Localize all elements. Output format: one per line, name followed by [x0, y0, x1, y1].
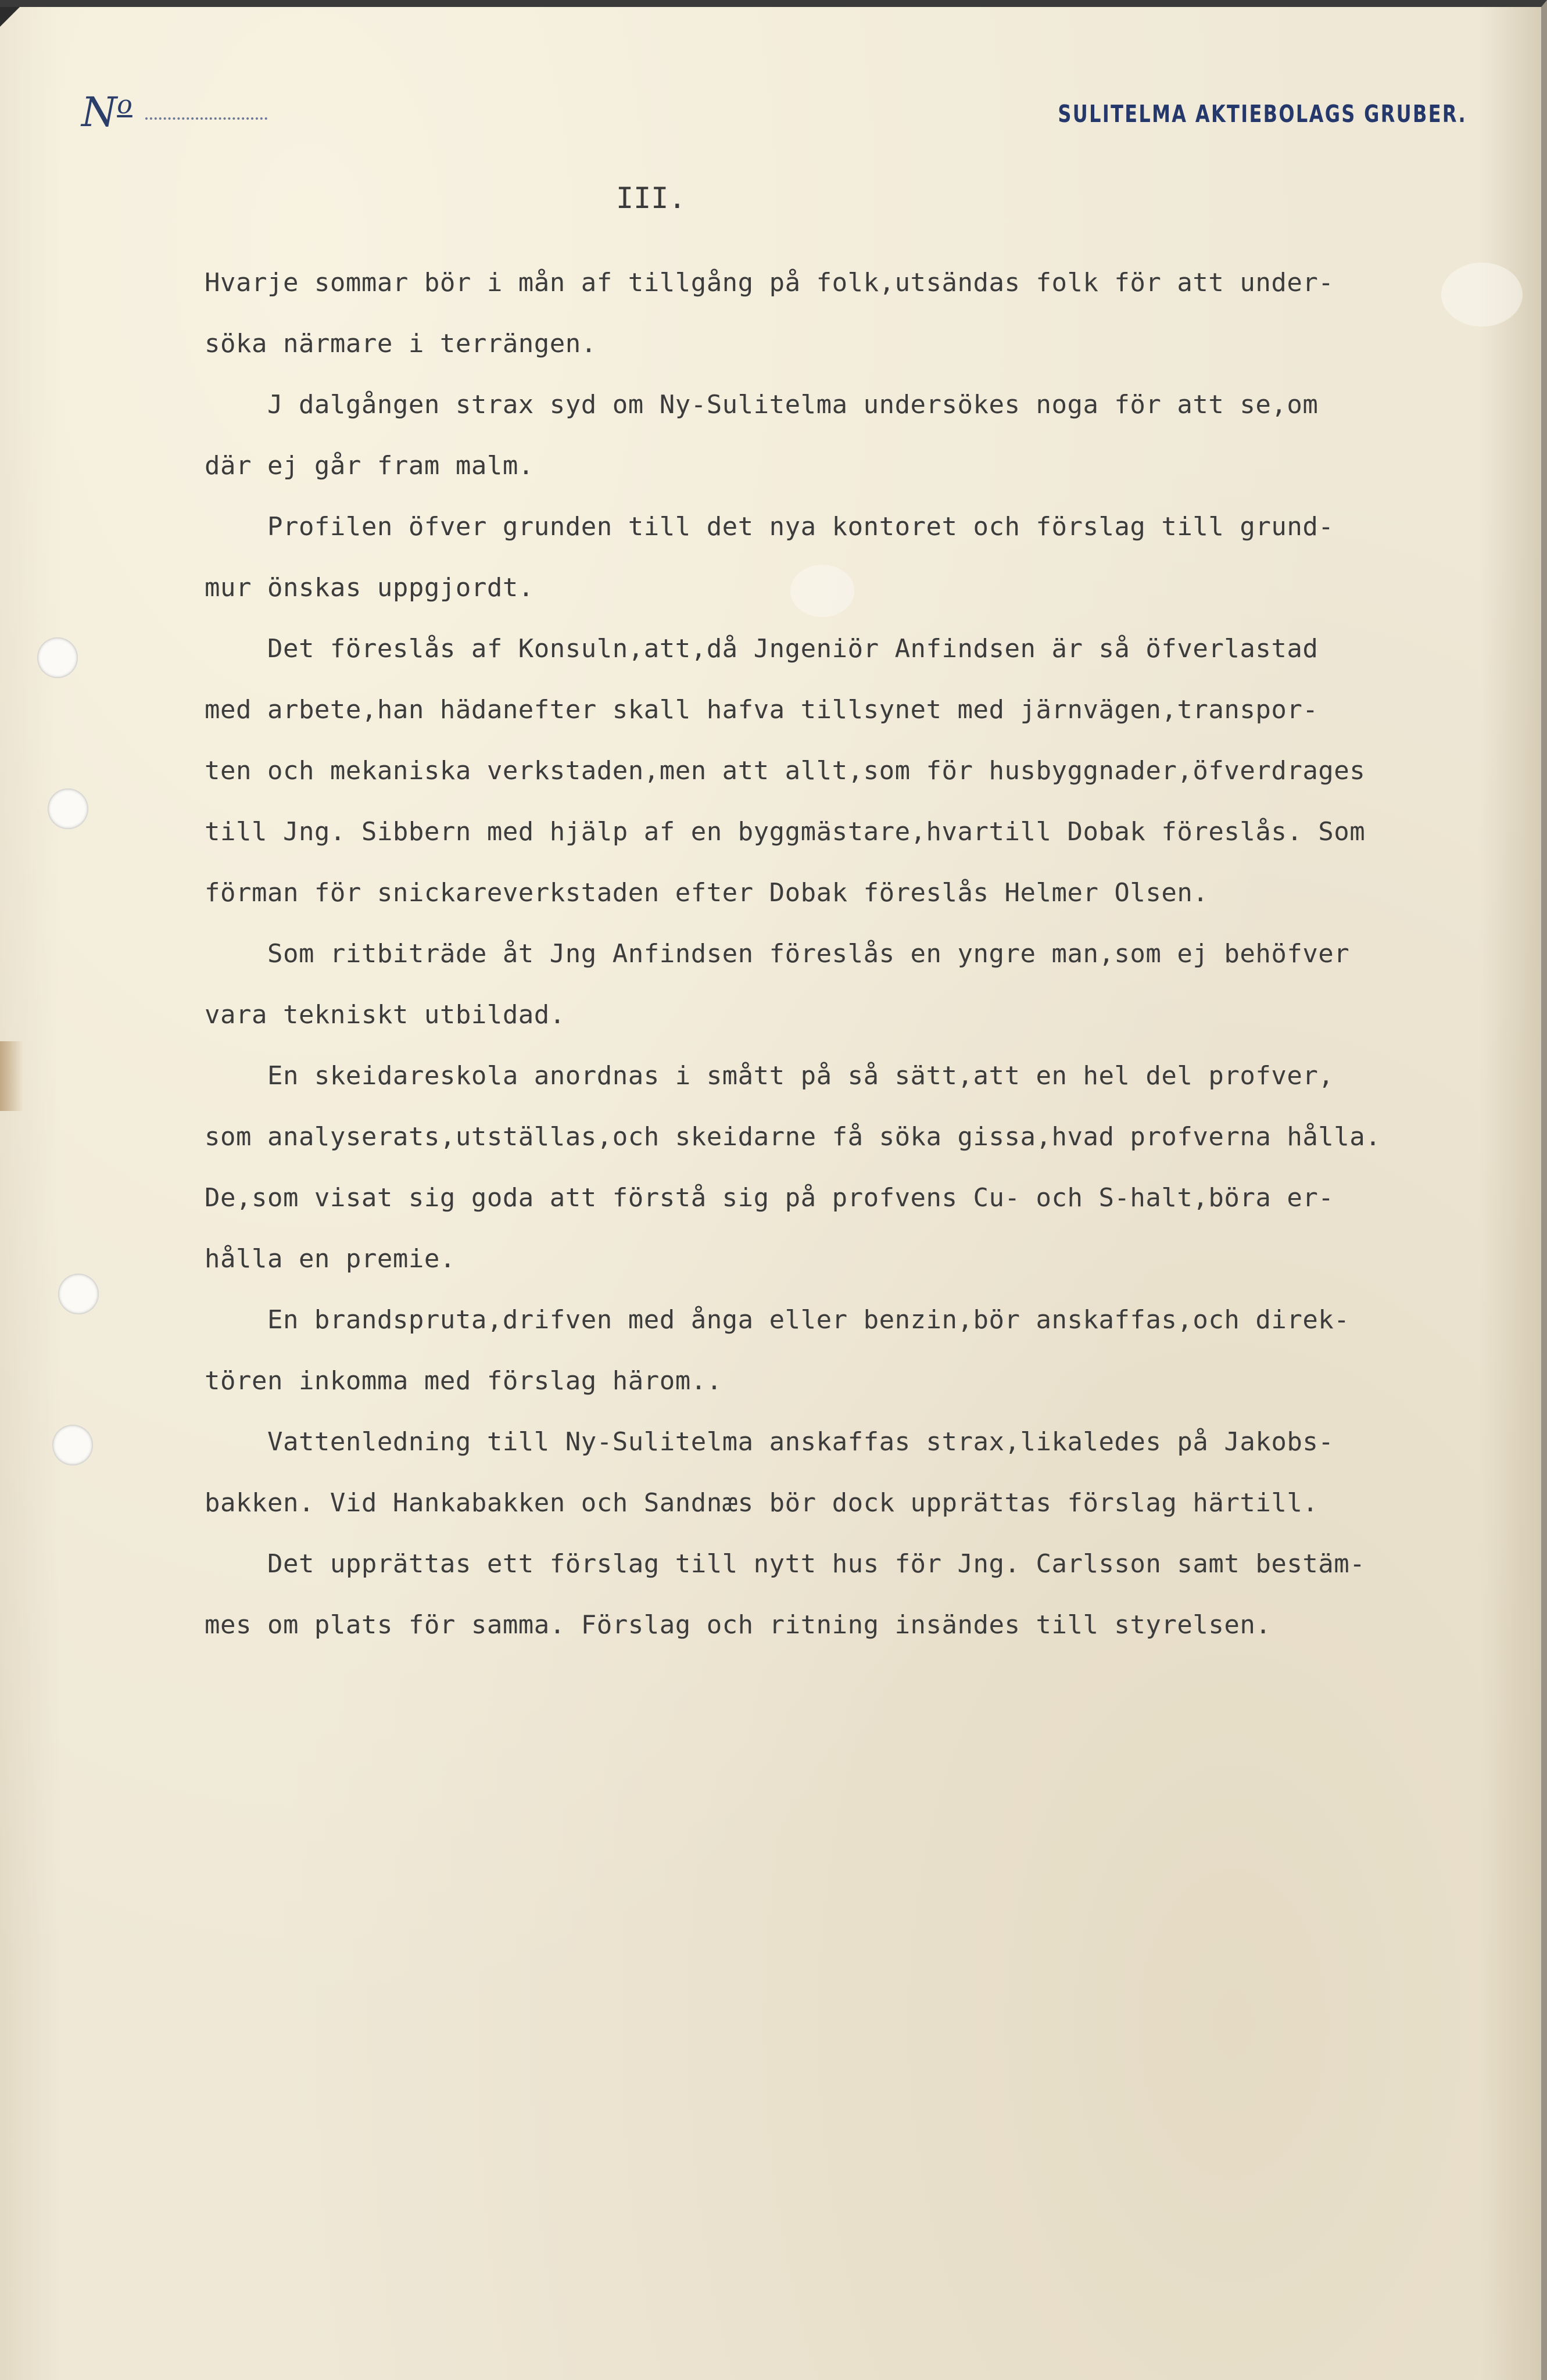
text-line: med arbete,han hädanefter skall hafva tillsynet med järnvägen,transpor-	[205, 695, 1319, 725]
number-dotted-line	[145, 117, 267, 120]
text-line: Vattenledning till Ny-Sulitelma anskaffas strax,likaledes på Jakobs-	[205, 1427, 1334, 1457]
section-number: III.	[616, 181, 686, 215]
text-line: söka närmare i terrängen.	[205, 329, 597, 359]
punch-hole-3	[58, 1274, 99, 1314]
text-line: Det upprättas ett förslag till nytt hus för Jng. Carlsson samt bestäm-	[205, 1549, 1366, 1579]
text-line: Hvarje sommar bör i mån af tillgång på folk,utsändas folk för att under-	[205, 268, 1334, 298]
edge-stain	[0, 1041, 23, 1111]
text-line: Profilen öfver grunden till det nya kontoret och förslag till grund-	[205, 512, 1334, 542]
punch-hole-4	[52, 1425, 93, 1465]
text-line: vara tekniskt utbildad.	[205, 1000, 565, 1030]
text-line: bakken. Vid Hankabakken och Sandnæs bör dock upprättas förslag härtill.	[205, 1488, 1319, 1518]
text-line: En skeidareskola anordnas i smått på så sätt,att en hel del profver,	[205, 1061, 1334, 1091]
text-line: som analyserats,utställas,och skeidarne få söka gissa,hvad profverna hålla.	[205, 1122, 1381, 1152]
text-line: Som ritbiträde åt Jng Anfindsen föreslås en yngre man,som ej behöfver	[205, 939, 1350, 969]
paper-spot	[1441, 263, 1523, 327]
torn-corner	[0, 7, 20, 27]
text-line: hålla en premie.	[205, 1244, 456, 1274]
text-line: förman för snickareverkstaden efter Dobak föreslås Helmer Olsen.	[205, 878, 1209, 908]
letterhead-company: SULITELMA AKTIEBOLAGS GRUBER.	[1058, 100, 1467, 128]
text-line: mur önskas uppgjordt.	[205, 573, 534, 603]
punch-hole-1	[37, 637, 78, 678]
number-mark: $N^o$	[81, 88, 133, 136]
text-line: där ej går fram malm.	[205, 451, 534, 481]
text-line: De,som visat sig goda att förstå sig på profvens Cu- och S-halt,böra er-	[205, 1183, 1334, 1213]
text-line: J dalgången strax syd om Ny-Sulitelma undersökes noga för att se,om	[205, 390, 1319, 420]
punch-hole-2	[48, 788, 88, 829]
text-line: En brandspruta,drifven med ånga eller benzin,bör anskaffas,och direk-	[205, 1305, 1350, 1335]
text-line: till Jng. Sibbern med hjälp af en byggmästare,hvartill Dobak föreslås. Som	[205, 817, 1366, 847]
text-line: mes om plats för samma. Förslag och ritning insändes till styrelsen.	[205, 1610, 1272, 1640]
text-line: Det föreslås af Konsuln,att,då Jngeniör Anfindsen är så öfverlastad	[205, 634, 1319, 664]
text-line: ten och mekaniska verkstaden,men att allt,som för husbyggnader,öfverdrages	[205, 756, 1366, 786]
paper-spot	[790, 565, 854, 617]
text-line: tören inkomma med förslag härom..	[205, 1366, 722, 1396]
